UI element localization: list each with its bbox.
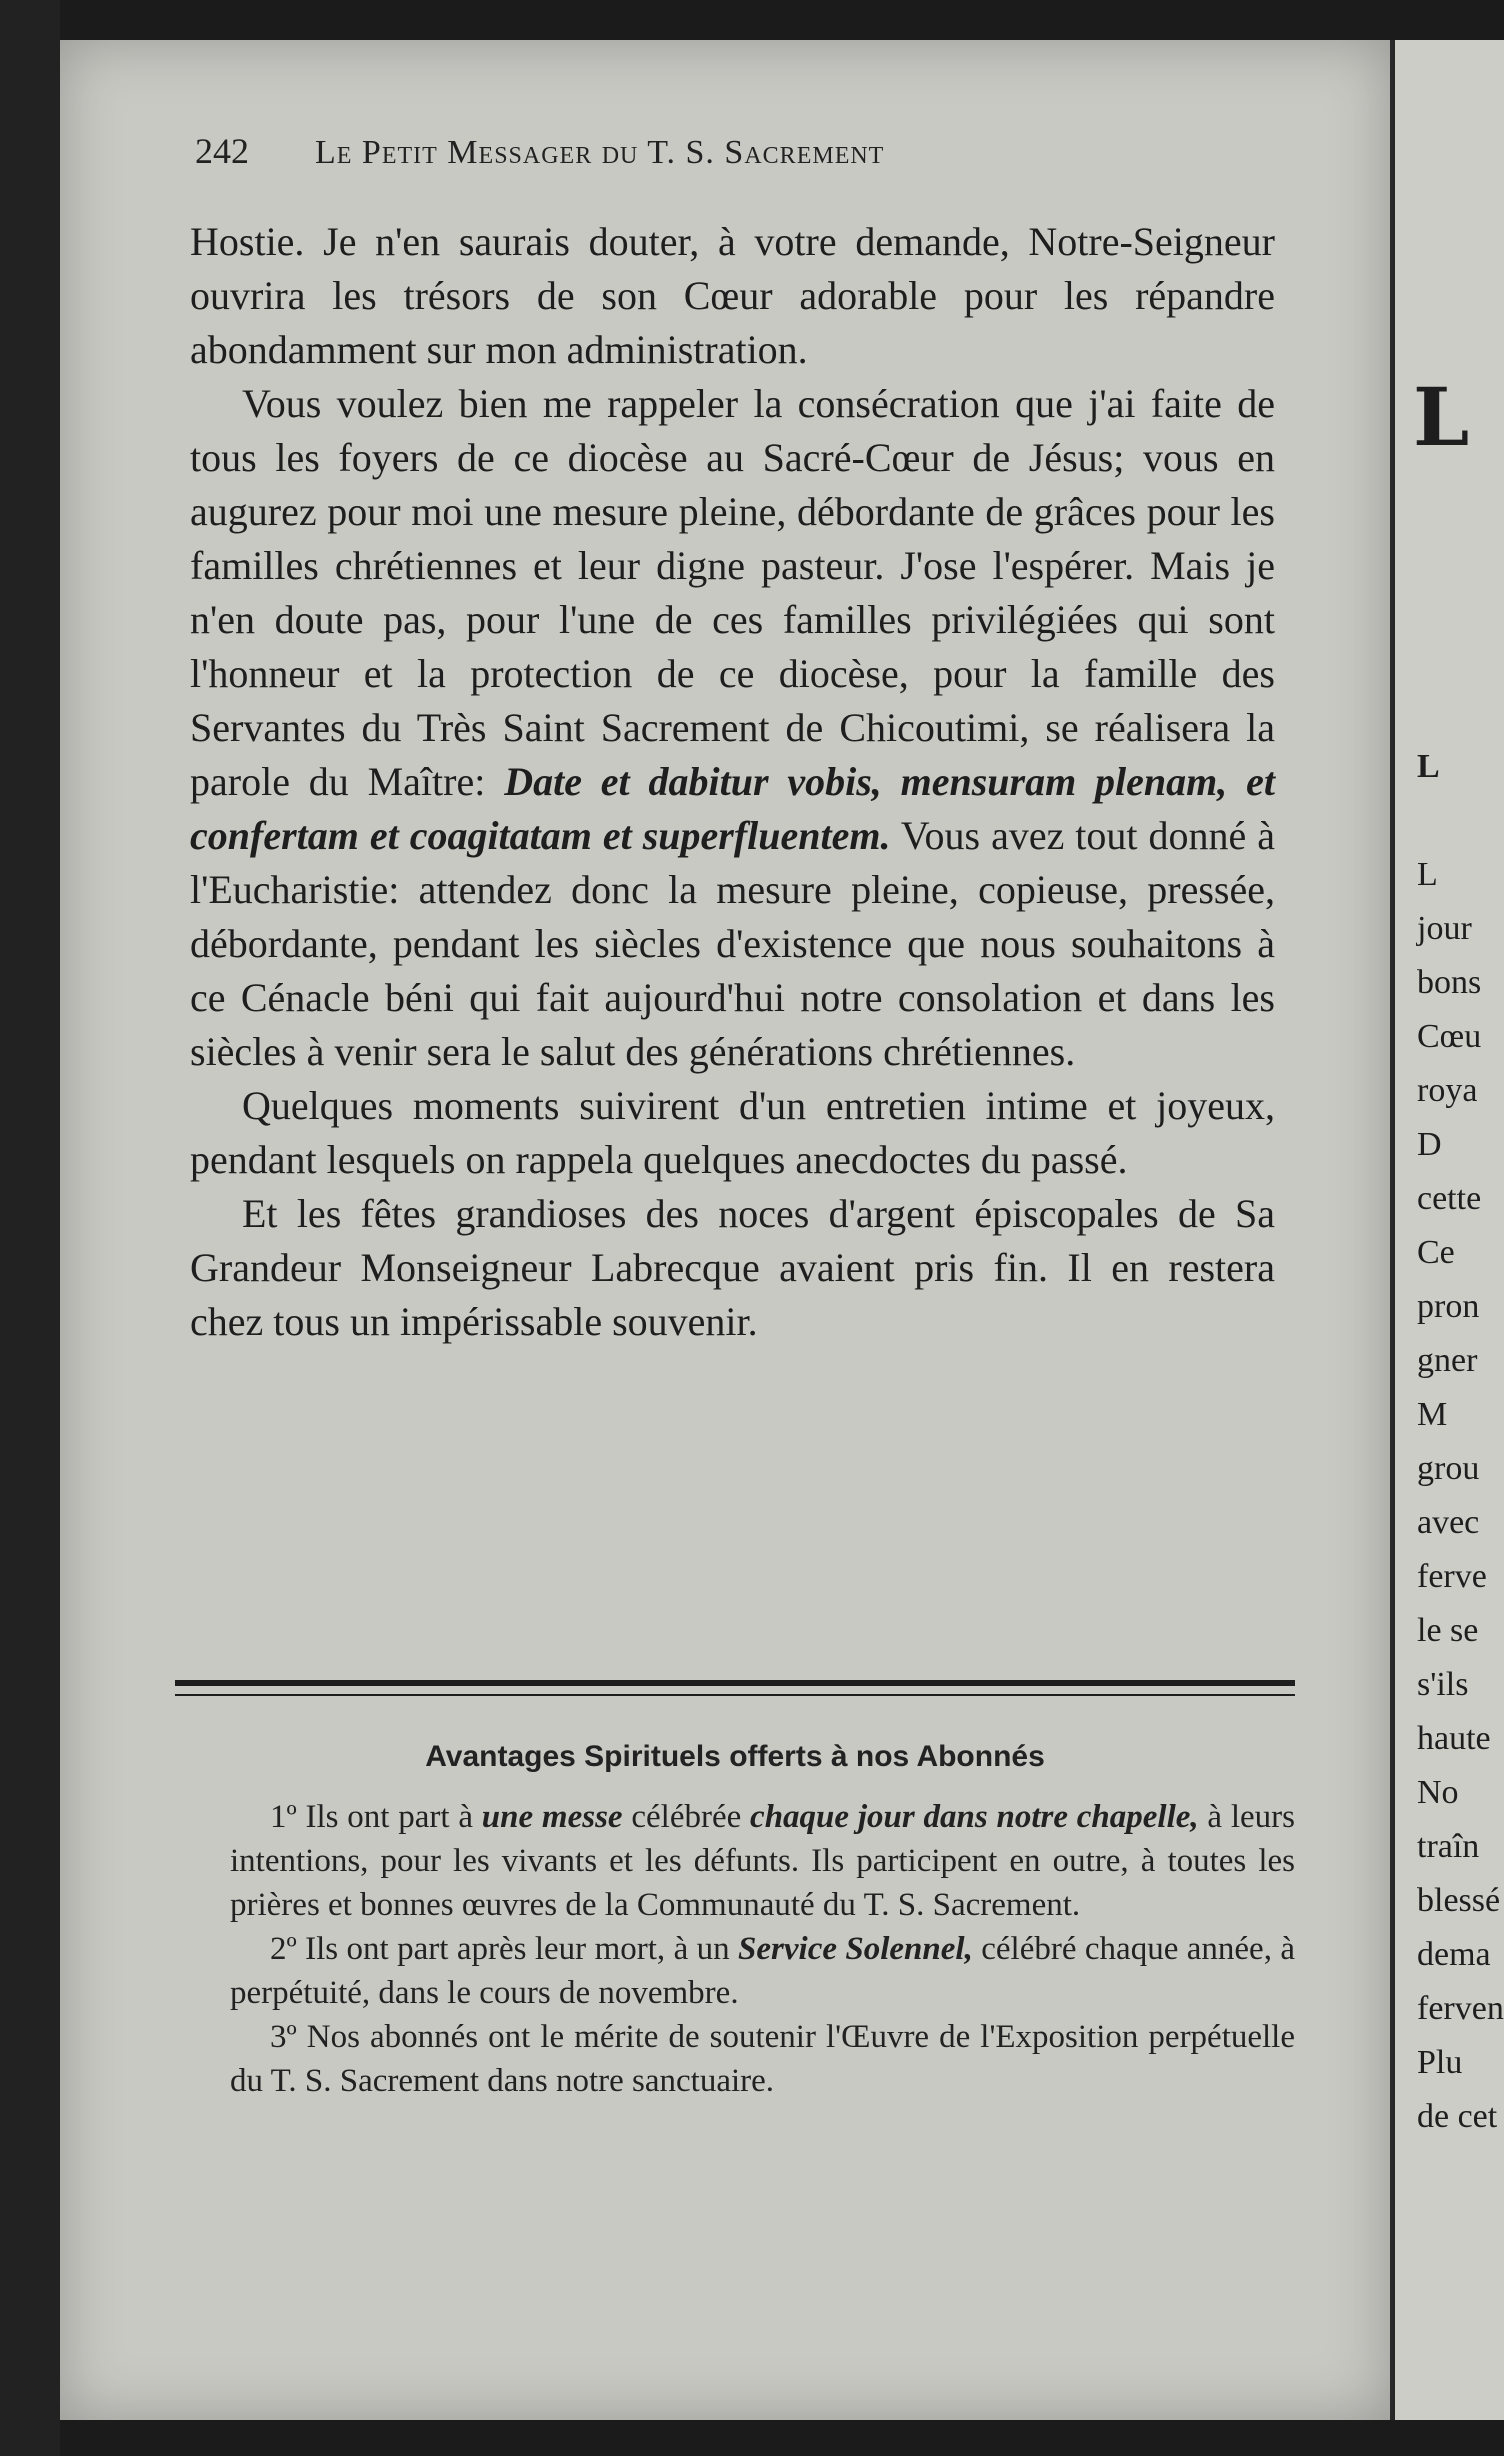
right-page-line: jour <box>1417 910 1472 947</box>
latin-quote: Date et dabitur vobis, mensuram plenam, et confertam et coagitatam et superfluentem. <box>190 759 1275 858</box>
right-page-line: avec <box>1417 1504 1480 1541</box>
right-page-line: s'ils <box>1417 1666 1469 1703</box>
right-page-line: ferve <box>1417 1558 1487 1595</box>
right-page-line: Ce <box>1417 1234 1455 1271</box>
right-page-line: gner <box>1417 1342 1478 1379</box>
page-header <box>195 130 1205 172</box>
benefit-1-text-c: à leurs intentions, pour les vivants et les défunts. Ils participent en outre, à toutes les prières et bonnes œuvres de la Communauté du T. S. Sacrement. <box>230 1799 1296 1923</box>
right-page-line: dema <box>1417 1936 1491 1973</box>
benefit-2-text-b: célébré chaque année, à perpétuité, dans le cours de novembre. <box>230 1931 1295 2011</box>
benefit-1-text-a: 1º Ils ont part à <box>270 1799 482 1835</box>
scan-edge <box>0 0 60 2456</box>
running-title: Le Petit Messager du T. S. Sacrement <box>315 134 885 171</box>
right-page-line: le se <box>1417 1612 1479 1649</box>
right-page-line <box>1417 794 1504 848</box>
right-page-line: bons <box>1417 964 1482 1001</box>
paragraph-2-text-a: Vous voulez bien me rappeler la consécration que j'ai faite de tous les foyers de ce diocèse au Sacré-Cœur de Jésus; vous en augurez pour moi une mesure pleine, débordante de grâces pour les familles chrétiennes et leur digne pasteur. J'ose l'espérer. Mais je n'en doute pas, pour l'une de ces familles privilégiées qui sont l'honneur et la protection de ce diocèse, pour la famille des Servantes du Très Saint Sacrement de Chicoutimi, se réalisera la parole du Maître: <box>190 381 1275 804</box>
right-page-line: traîn <box>1417 1828 1480 1865</box>
right-page-line: de cet <box>1417 2098 1498 2135</box>
benefit-item-1 <box>230 1795 1295 1927</box>
benefit-item-2 <box>230 1927 1295 2015</box>
right-page-line: pron <box>1417 1288 1480 1325</box>
divider-rule-thin <box>175 1694 1295 1696</box>
right-page-lines <box>1417 740 1504 2144</box>
right-page-line: M <box>1417 1396 1448 1433</box>
right-page-line: roya <box>1417 1072 1478 1109</box>
right-page-line: blessé <box>1417 1882 1501 1919</box>
benefit-2-text-a: 2º Ils ont part après leur mort, à un <box>270 1931 739 1967</box>
right-page-line: haute <box>1417 1720 1491 1757</box>
paragraph-2 <box>190 377 1275 1079</box>
right-page-line: D <box>1417 1126 1442 1163</box>
article-body <box>190 215 1275 1349</box>
paragraph-3: Quelques moments suivirent d'un entretien intime et joyeux, pendant lesquels on rappela quelques anecdoctes du passé. <box>190 1083 1275 1182</box>
benefit-1-emphasis-2: chaque jour dans notre chapelle, <box>750 1799 1199 1835</box>
right-page-initial: L <box>1413 370 1470 464</box>
right-page-line: L <box>1417 748 1440 785</box>
paragraph-2-text-b: Vous avez tout donné à l'Eucharistie: attendez donc la mesure pleine, copieuse, pressée, débordante, pendant les siècles d'existence que nous souhaitons à ce Cénacle béni qui fait aujourd'hui notre consolation et dans les siècles à venir sera le salut des générations chrétiennes. <box>190 813 1275 1074</box>
right-page-line: cette <box>1417 1180 1482 1217</box>
right-page-line: grou <box>1417 1450 1480 1487</box>
page-number: 242 <box>195 131 249 171</box>
right-page-line: Cœu <box>1417 1018 1482 1055</box>
right-page-line: Plu <box>1417 2044 1463 2081</box>
right-page-fragment <box>1395 40 1504 2420</box>
benefit-1-text-b: célébrée <box>622 1799 751 1835</box>
benefit-item-3: 3º Nos abonnés ont le mérite de soutenir l'Œuvre de l'Exposition perpétuelle du T. S. Sacrement dans notre sanctuaire. <box>230 2019 1295 2099</box>
right-page-line: No <box>1417 1774 1459 1811</box>
right-page-line: L <box>1417 856 1438 893</box>
paragraph-1: Hostie. Je n'en saurais douter, à votre demande, Notre-Seigneur ouvrira les trésors de son Cœur adorable pour les répandre abondamment sur mon administration. <box>190 219 1275 372</box>
benefit-2-emphasis: Service Solennel, <box>738 1931 973 1967</box>
benefit-1-emphasis-1: une messe <box>481 1799 623 1835</box>
divider-rule-thick <box>175 1680 1295 1686</box>
left-page <box>60 40 1390 2420</box>
right-page-line: ferven <box>1417 1990 1504 2027</box>
benefits-title: Avantages Spirituels offerts à nos Abonnés <box>425 1740 1045 1773</box>
paragraph-4: Et les fêtes grandioses des noces d'argent épiscopales de Sa Grandeur Monseigneur Labrecque avaient pris fin. Il en restera chez tous un impérissable souvenir. <box>190 1191 1275 1344</box>
benefits-list <box>230 1795 1295 2103</box>
